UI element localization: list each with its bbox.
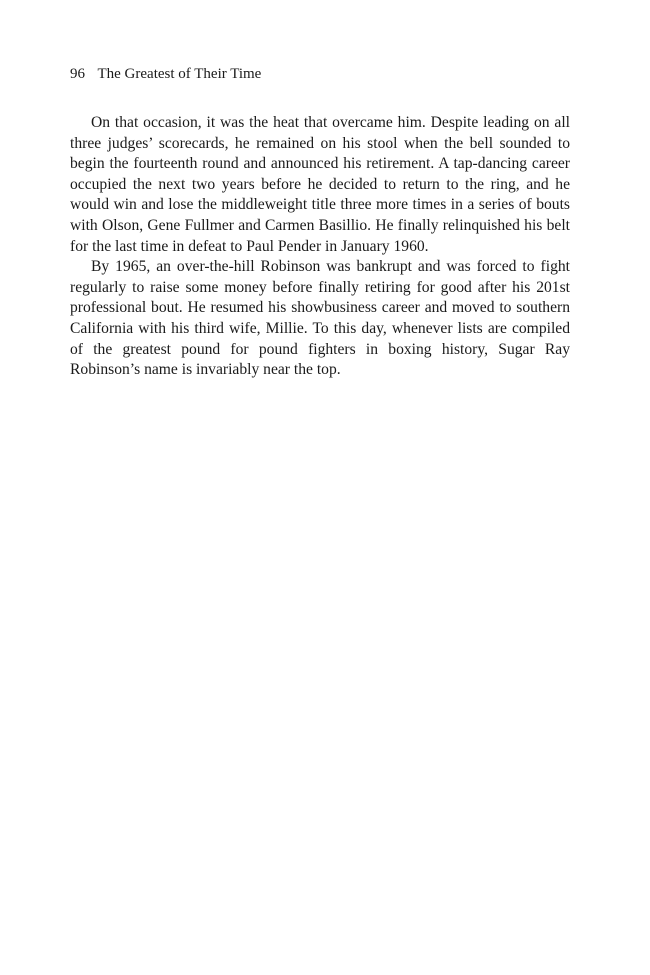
- page-number: 96: [70, 66, 85, 82]
- running-head-title: The Greatest of Their Time: [97, 66, 262, 82]
- paragraph: By 1965, an over-the-hill Robinson was bankrupt and was forced to fight regularly to raise some money before finally retiring for good after his 201st professional bout. He resumed his showbusiness career and moved to southern California with his third wife, Millie. To this day, whenever lists are compiled of the greatest pound for pound fighters in boxing history, Sugar Ray Robinson’s name is invariably near the top.: [70, 258, 570, 379]
- body-text: [70, 113, 570, 381]
- paragraph: On that occasion, it was the heat that overcame him. Despite leading on all three judges’ scorecards, he remained on his stool when the bell sounded to begin the fourteenth round and announced his retirement. A tap-dancing career occupied the next two years before he decided to return to the ring, and he would win and lose the middleweight title three more times in a series of bouts with Olson, Gene Fullmer and Carmen Basillio. He finally relinquished his belt for the last time in defeat to Paul Pender in January 1960.: [70, 114, 570, 255]
- running-head: [70, 64, 261, 84]
